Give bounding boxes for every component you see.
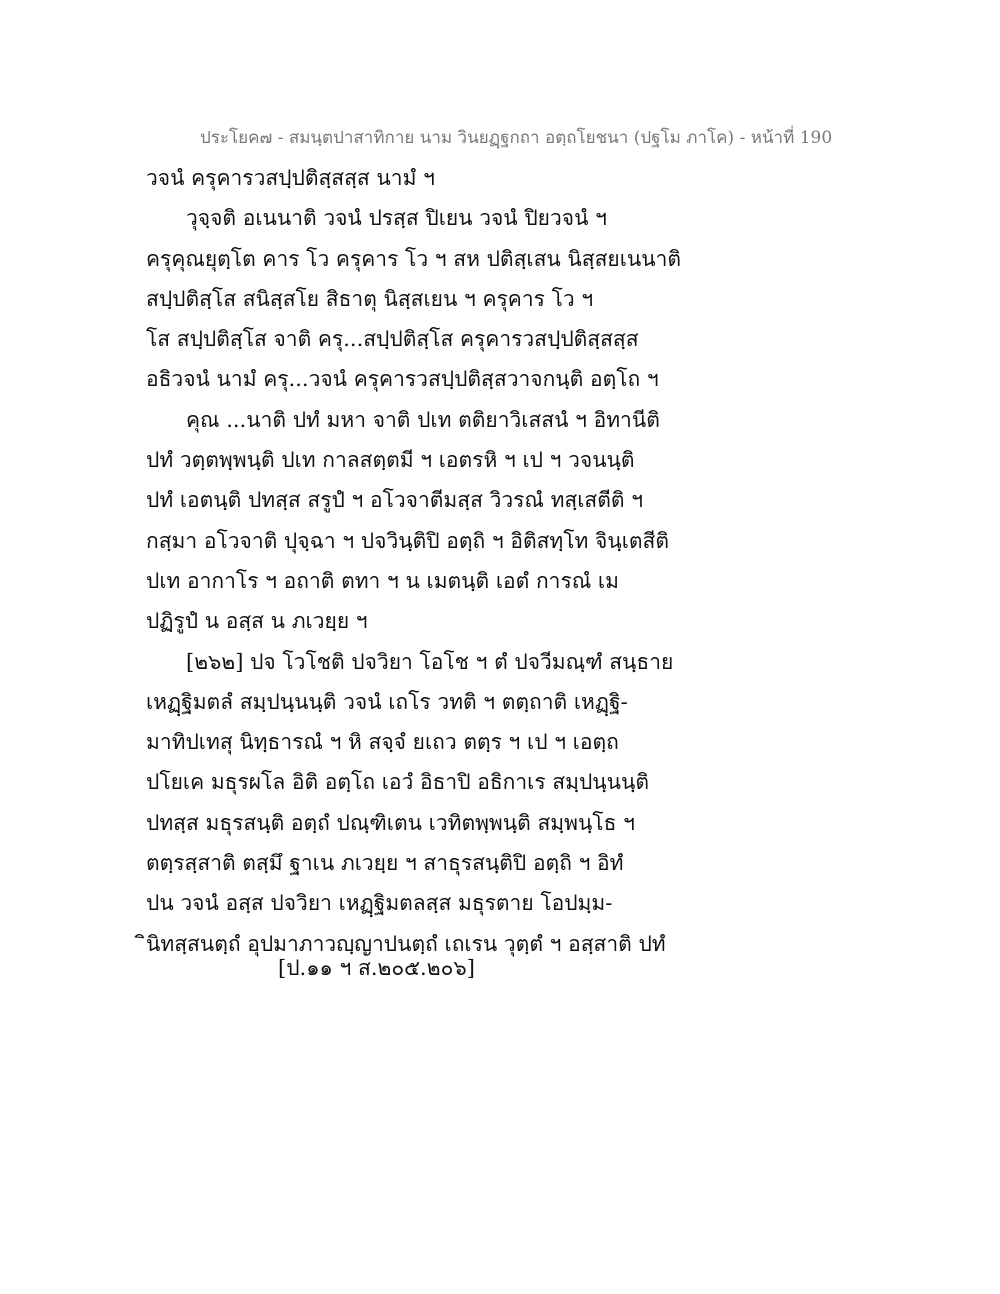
- text-line: ปทํ วตฺตพฺพนฺติ ปเท กาลสตฺตมี ฯ เอตรหิ ฯ เป ฯ วจนนฺติ: [146, 448, 635, 473]
- body-text: [146, 158, 906, 964]
- page-header: ประโยค๗ - สมนฺตปาสาทิกาย นาม วินยฏฺฐกถา อตฺถโยชนา (ปฐโม ภาโค) - หน้าที่ 190: [200, 128, 833, 148]
- text-line: [๒๖๒] ปจ โวโชติ ปจวิยา โอโช ฯ ตํ ปจวีมณฺฑํ สนฺธาย: [186, 649, 674, 674]
- text-line: ครุคุณยุตฺโต คาร โว ครุคาร โว ฯ สห ปติสฺเสน นิสฺสยเนนาติ: [146, 246, 682, 271]
- text-line: โส สปฺปติสฺโส จาติ ครุ...สปฺปติสฺโส ครุคารวสปฺปติสฺสสฺส: [146, 327, 639, 352]
- text-line: ปทํ เอตนฺติ ปทสฺส สรูปํ ฯ อโวจาตีมสฺส วิวรณํ ทสฺเสตีติ ฯ: [146, 488, 643, 513]
- text-line: ปฏิรูปํ น อสฺส น ภเวยฺย ฯ: [146, 609, 368, 634]
- text-line: เหฏฺฐิมตลํ สมฺปนฺนนฺติ วจนํ เถโร วทติ ฯ ตตฺถาติ เหฏฺฐิ-: [146, 689, 628, 714]
- text-line: ปเท อากาโร ฯ อถาติ ตทา ฯ น เมตนฺติ เอตํ การณํ เม: [146, 568, 619, 593]
- text-line: ปน วจนํ อสฺส ปจวิยา เหฏฺฐิมตลสฺส มธุรตาย โอปมฺม-: [146, 891, 613, 916]
- text-line: ตตฺรสฺสาติ ตสฺมึ ฐาเน ภเวยฺย ฯ สาธุรสนฺติปิ อตฺถิ ฯ อิทํ: [146, 851, 624, 876]
- text-line: ปทสฺส มธุรสนฺติ อตฺถํ ปณฺฑิเตน เวทิตพฺพนฺติ สมฺพนฺโธ ฯ: [146, 810, 635, 835]
- text-line: วุจฺจติ อเนนาติ วจนํ ปรสฺส ปิเยน วจนํ ปิยวจนํ ฯ: [186, 206, 607, 231]
- text-line: ินิทสฺสนตฺถํ อุปมาภาวญฺญาปนตฺถํ เถเรน วุตฺตํ ฯ อสฺสาติ ปทํ: [146, 931, 666, 956]
- text-line: อธิวจนํ นามํ ครุ...วจนํ ครุคารวสปฺปติสฺสวาจกนฺติ อตฺโถ ฯ: [146, 367, 659, 392]
- text-line: คุณ ...นาติ ปทํ มหา จาติ ปเท ตติยาวิเสสนํ ฯ อิทานีติ: [186, 407, 660, 432]
- text-line: กสฺมา อโวจาติ ปุจฺฉา ฯ ปจวินฺติปิ อตฺถิ ฯ อิติสทฺโท จินฺเตสีติ: [146, 528, 669, 553]
- text-line: มาทิปเทสุ นิทฺธารณํ ฯ หิ สจฺจํ ยเถว ตตฺร ฯ เป ฯ เอตฺถ: [146, 730, 619, 755]
- page-reference: [ป.๑๑ ฯ ส.๒๐๕.๒๐๖]: [278, 956, 475, 980]
- text-line: สปฺปติสฺโส สนิสฺสโย สิธาตุ นิสฺสเยน ฯ ครุคาร โว ฯ: [146, 286, 594, 311]
- text-line: วจนํ ครุคารวสปฺปติสฺสสฺส นามํ ฯ: [146, 166, 435, 190]
- text-line: ปโยเค มธุรผโล อิติ อตฺโถ เอวํ อิธาปิ อธิกาเร สมฺปนฺนนฺติ: [146, 770, 649, 795]
